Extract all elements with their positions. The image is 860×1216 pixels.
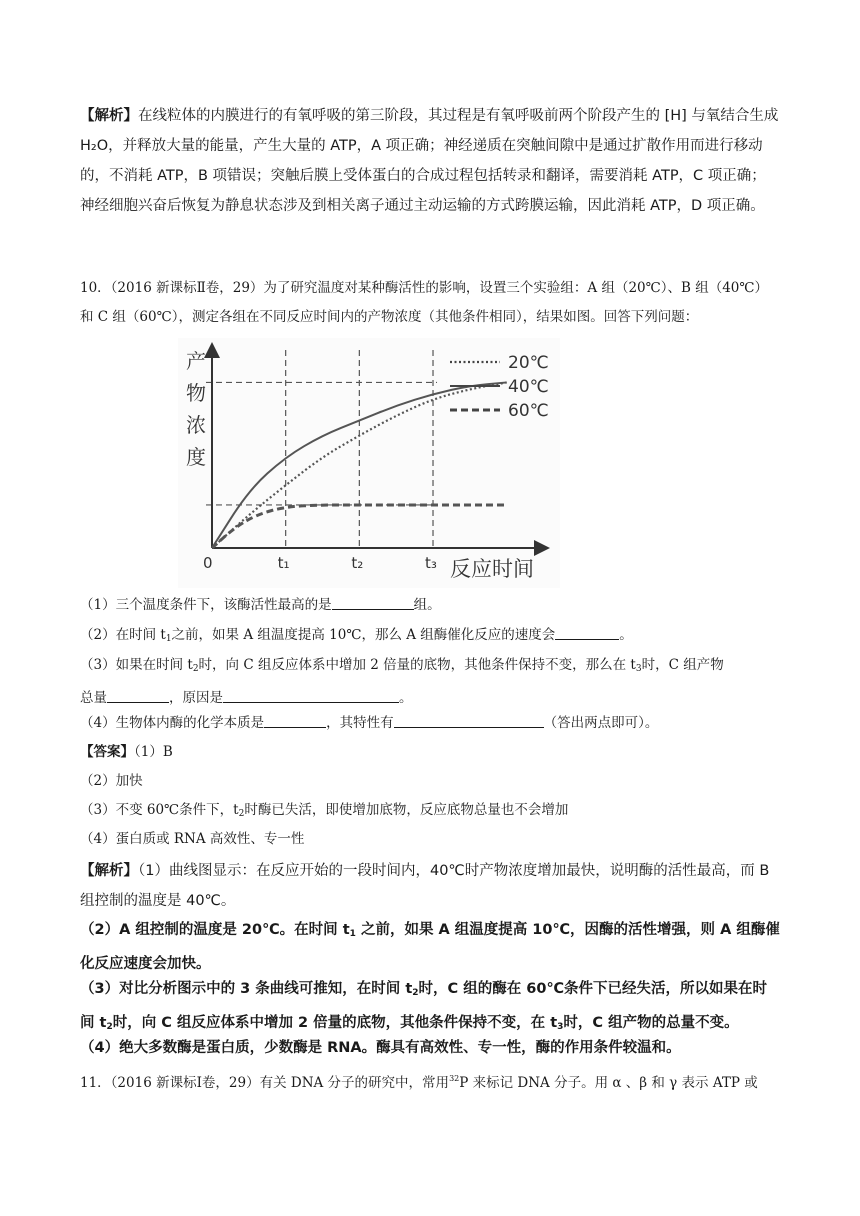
analysis-2-text-5: 时，C 组的酶在 60℃条件下已经失活，所以如果在时间 t — [80, 981, 768, 1031]
analysis-2-part-3 — [80, 974, 780, 1042]
analysis-2-tag: 【解析】 — [80, 863, 138, 879]
sub4-text-2: ，其特性有 — [326, 715, 394, 731]
answer-blank-6[interactable] — [394, 712, 544, 728]
analysis-2-part-1 — [80, 856, 780, 916]
analysis-2-text-4: （3）对比分析图示中的 3 条曲线可推知，在时间 t — [80, 981, 413, 997]
analysis-2-text-7: 时，C 组产物的总量不变。 — [563, 1015, 739, 1031]
sub1-tail: 组。 — [413, 597, 441, 613]
answer-blank-2[interactable] — [555, 624, 619, 640]
sub2-text-2: 之前，如果 A 组温度提高 10℃，那么 A 组酶催化反应的速度会 — [171, 627, 556, 643]
answer-3-text-2: 时酶已失活，即使增加底物，反应底物总量也不会增加 — [244, 802, 569, 818]
question-11-stem — [80, 1064, 780, 1098]
question-10-sub-2 — [80, 621, 780, 654]
answer-heading — [80, 738, 780, 767]
question-10-stem: 10．（2016 新课标Ⅱ卷，29）为了研究温度对某种酶活性的影响，设置三个实验组：A 组（20℃）、B 组（40℃）和 C 组（60℃），测定各组在不同反应时间内的产物浓度（其他条件相同），结果如图。回答下列问题： — [80, 280, 768, 325]
q11-text: 11．（2016 新课标Ⅰ卷，29）有关 DNA 分子的研究中，常用 — [80, 1075, 450, 1091]
analysis-2-part-2 — [80, 915, 780, 979]
analysis-2-subscript-2: 2 — [412, 988, 419, 998]
answer-blank-1[interactable] — [332, 594, 414, 610]
answer-4: （4）蛋白质或 RNA 高效性、专一性 — [80, 831, 305, 847]
answer-blank-3[interactable] — [107, 687, 169, 703]
sub1-text: （1）三个温度条件下，该酶活性最高的是 — [80, 597, 332, 613]
legend-label: 60℃ — [508, 401, 549, 421]
analysis-2-subscript-4: 3 — [557, 1022, 564, 1032]
sub2-tail: 。 — [619, 627, 633, 643]
y-axis-label: 产物浓度 — [186, 349, 206, 469]
sub3-subscript-1: 2 — [192, 664, 199, 674]
analysis-2-text-3: 之前，如果 A 组温度提高 10℃，因酶的活性增强，则 A 组酶催化反应速度会加快。 — [80, 922, 780, 972]
sub3-text-2: 时，向 C 组反应体系中增加 2 倍量的底物，其他条件保持不变，那么在 t — [198, 657, 636, 673]
origin-label: 0 — [203, 554, 213, 572]
sub3-text-4: 总量 — [80, 690, 107, 706]
analysis-2-subscript-1: 1 — [349, 929, 356, 939]
sub2-text: （2）在时间 t — [80, 627, 166, 643]
sub3-text-3: 时，C 组产物 — [641, 657, 724, 673]
answer-tag: 【答案】 — [80, 744, 134, 760]
q11-text-2: P 来标记 DNA 分子。用 α 、β 和 γ 表示 ATP 或 — [459, 1075, 758, 1091]
sub3-text: （3）如果在时间 t — [80, 657, 193, 673]
question-10-sub-3 — [80, 651, 780, 713]
answer-3-subscript: 2 — [238, 809, 245, 819]
analysis-tag: 【解析】 — [80, 108, 138, 124]
answer-3-text: （3）不变 60℃条件下，t — [80, 802, 239, 818]
answer-1: （1）B — [134, 744, 173, 760]
sub3-subscript-2: 3 — [635, 664, 642, 674]
analysis-2-text-1: （1）曲线图显示：在反应开始的一段时间内，40℃时产物浓度增加最快，说明酶的活性最高，而 B 组控制的温度是 40℃。 — [80, 863, 770, 909]
analysis-2-text-2: （2）A 组控制的温度是 20℃。在时间 t — [80, 922, 350, 938]
sub4-tail: （答出两点即可）。 — [543, 715, 659, 731]
x-tick-label: t₃ — [425, 554, 437, 572]
x-axis-label: 反应时间 — [450, 557, 534, 581]
sub2-subscript: 1 — [165, 634, 172, 644]
analysis-2-subscript-3: 2 — [106, 1022, 113, 1032]
question-10-sub-4 — [80, 709, 780, 738]
answer-2: （2）加快 — [80, 773, 143, 789]
x-tick-label: t₁ — [277, 554, 290, 572]
answer-blank-4[interactable] — [223, 687, 399, 703]
sub3-tail: 。 — [399, 690, 413, 706]
legend-label: 40℃ — [508, 377, 549, 397]
product-concentration-chart — [178, 338, 560, 588]
sub3-text-5: ，原因是 — [169, 690, 223, 706]
x-tick-label: t₂ — [351, 554, 364, 572]
analysis-paragraph-1 — [80, 101, 780, 221]
analysis-2-part-4: （4）绝大多数酶是蛋白质，少数酶是 RNA。酶具有高效性、专一性，酶的作用条件较温和。 — [80, 1040, 681, 1056]
question-10-sub-1 — [80, 591, 780, 620]
q11-superscript: 32 — [449, 1074, 460, 1083]
legend-label: 20℃ — [508, 353, 549, 373]
sub4-text: （4）生物体内酶的化学本质是 — [80, 715, 265, 731]
answer-blank-5[interactable] — [264, 712, 326, 728]
analysis-2-text-6: 时，向 C 组反应体系中增加 2 倍量的底物，其他条件保持不变，在 t — [112, 1015, 558, 1031]
analysis-text: 在线粒体的内膜进行的有氧呼吸的第三阶段，其过程是有氧呼吸前两个阶段产生的 [H] 与氧结合生成 H₂O，并释放大量的能量，产生大量的 ATP，A 项正确；神经递质在突触间隙中是通过扩散作用而进行移动的，不消耗 ATP，B 项错误；突触后膜上受体蛋白的合成过程包括转录和翻译，需要消耗 ATP，C 项正确；神经细胞兴奋后恢复为静息状态涉及到相关离子通过主动运输的方式跨膜运输，因此消耗 ATP，D 项正确。 — [80, 108, 779, 214]
